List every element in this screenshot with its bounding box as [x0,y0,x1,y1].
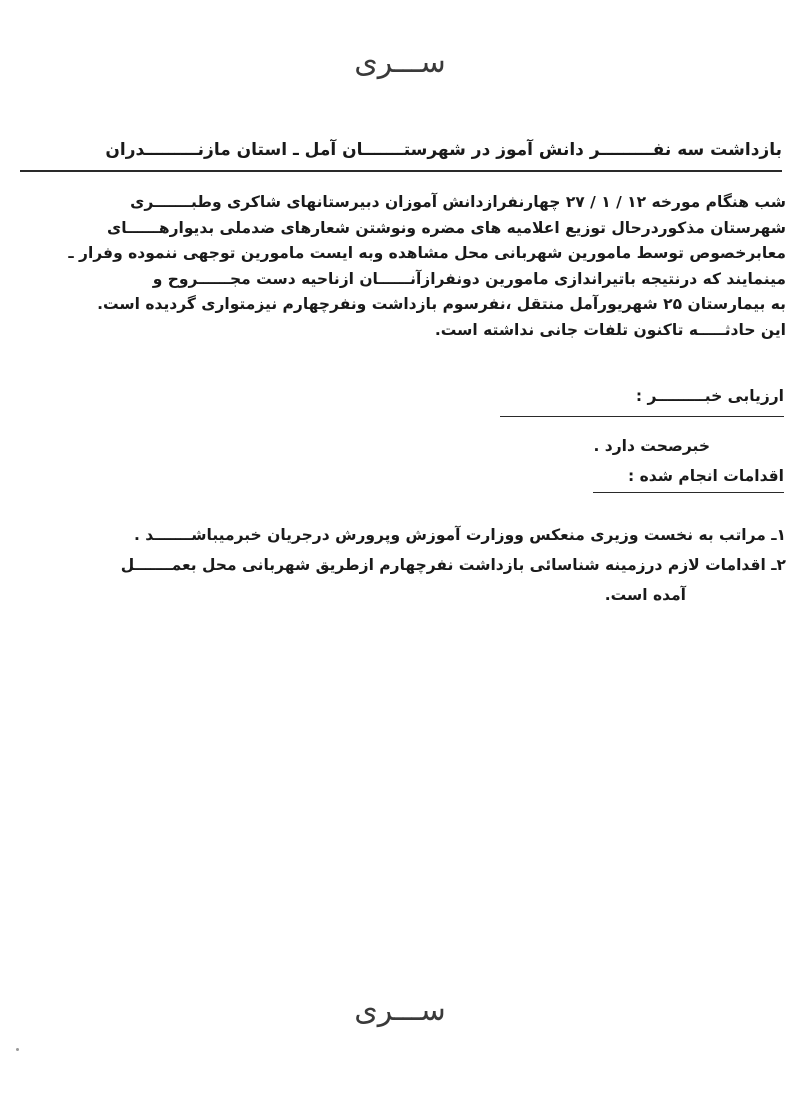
body-line: مینمایند که درنتیجه باتیراندازی مامورین دونفرازآنــــــان ازناحیه دست مجــــــروح و [152,269,786,288]
body-line: شهرستان مذکوردرحال توزیع اعلامیه های مضره ونوشتن شعارهای ضدملی بدیوارهــــــای [107,218,786,237]
actions-heading: اقدامات انجام شده : [628,467,784,485]
body-line: شب هنگام مورخه ۱۲ / ۱ / ۲۷ چهارنفرازدانش آموزان دبیرستانهای شاکری وطبـــــــری [130,193,786,211]
evaluation-value: خبرصحت دارد . [593,437,710,455]
action-item: ۲ـ اقدامات لازم درزمینه شناسائی بازداشت نفرچهارم ازطریق شهربانی محل بعمـــــــل [120,556,786,574]
classification-mark-top: ســـری [354,45,446,80]
body-line: معابرخصوص توسط مامورین شهربانی محل مشاهده وبه ایست مامورین توجهی ننموده وفرار ـ [68,244,786,262]
title-underline [20,170,782,172]
action-item-continuation: آمده است. [604,586,686,604]
actions-underline [593,492,784,493]
actions-list [20,520,786,610]
action-item: ۱ـ مراتب به نخست وزیری منعکس ووزارت آموزش وپرورش درجریان خبرمیباشـــــــد . [133,526,786,544]
scan-speck [16,1048,19,1051]
body-line: به بیمارستان ۲۵ شهریورآمل منتقل ،نفرسوم بازداشت ونفرچهارم نیزمتواری گردیده است. [97,295,786,313]
evaluation-underline [500,416,784,417]
report-body [20,190,786,343]
body-line: این حادثـــــه تاکنون تلفات جانی نداشته است. [434,320,786,339]
document-title: بازداشت سه نفـــــــــر دانش آموز در شهرستـــــــان آمل ـ استان مازنـــــــــدران [105,140,782,160]
evaluation-heading: ارزیابی خبـــــــــر : [635,387,784,405]
classification-mark-bottom: ســـری [354,993,446,1028]
